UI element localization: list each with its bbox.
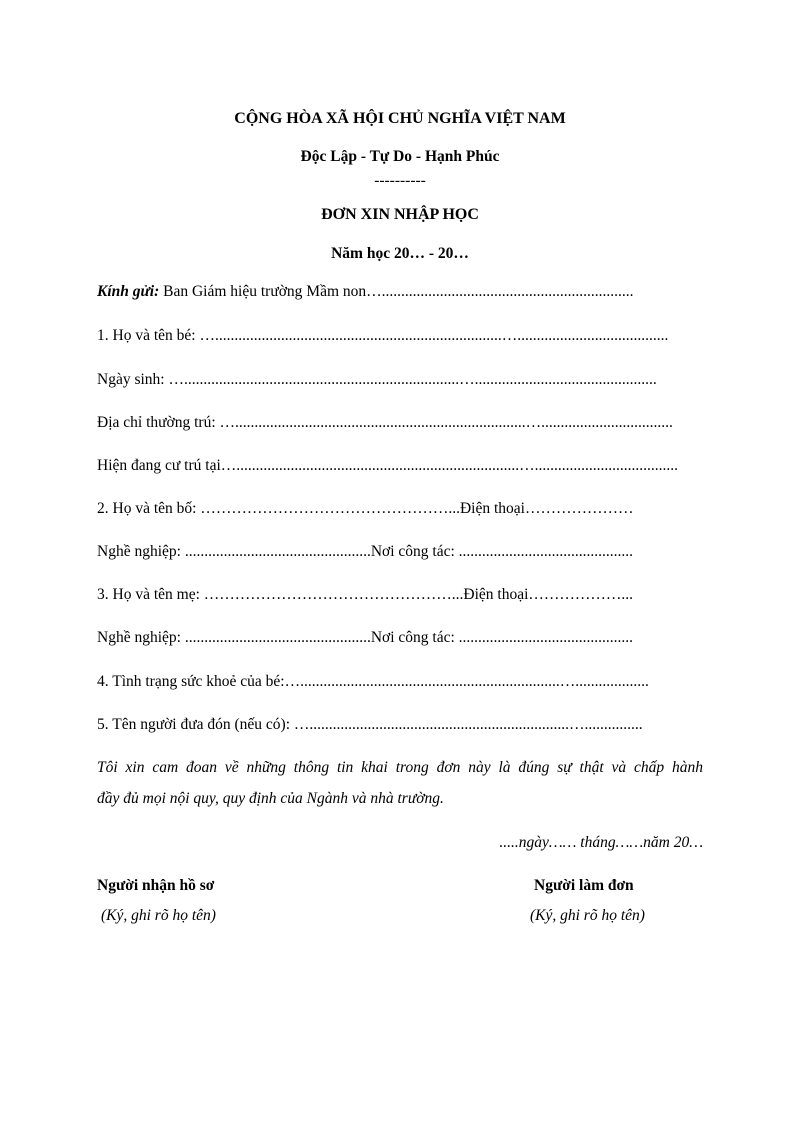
field-father-job-workplace[interactable]: Nghề nghiệp: ................................................Nơi công tác: .............................................: [97, 543, 634, 560]
applicant-note: (Ký, ghi rõ họ tên): [530, 907, 645, 924]
field-health-status[interactable]: 4. Tình trạng sức khoẻ của bé:…...................................................................…...................: [97, 673, 649, 690]
addressee-line: [97, 282, 703, 302]
field-birth-date[interactable]: Ngày sinh: ….......................................................................…...............................................: [97, 371, 657, 388]
field-current-residence[interactable]: Hiện đang cư trú tại….........................................................................….....................................: [97, 457, 679, 474]
applicant-title: Người làm đơn: [534, 877, 634, 894]
field-mother-name-phone[interactable]: 3. Họ và tên mẹ: …………………………………………...Điện thoại………………...: [97, 586, 633, 603]
national-title: CỘNG HÒA XÃ HỘI CHỦ NGHĨA VIỆT NAM: [234, 110, 566, 127]
national-motto: Độc Lập - Tự Do - Hạnh Phúc: [300, 148, 500, 165]
field-permanent-address[interactable]: Địa chỉ thường trú: …...........................................................................…..................................: [97, 414, 673, 431]
date-line: .....ngày…… tháng……năm 20…: [499, 834, 703, 851]
form-title: ĐƠN XIN NHẬP HỌC: [321, 206, 479, 223]
field-child-name[interactable]: 1. Họ và tên bé: …..........................................................................….......................................: [97, 327, 669, 344]
field-father-name-phone[interactable]: 2. Họ và tên bố: …………………………………………...Điện thoại…………………: [97, 500, 634, 517]
field-mother-job-workplace[interactable]: Nghề nghiệp: ................................................Nơi công tác: .............................................: [97, 629, 634, 646]
field-pickup-person[interactable]: 5. Tên người đưa đón (nếu có): …...................................................................…...............: [97, 716, 643, 733]
receiver-note: (Ký, ghi rõ họ tên): [101, 907, 216, 924]
addressee-label: Kính gửi:: [97, 283, 160, 300]
addressee-text: Ban Giám hiệu trường Mầm non….................................................................: [159, 283, 634, 300]
header-divider: ----------: [374, 172, 426, 189]
school-year: Năm học 20… - 20…: [331, 245, 469, 262]
receiver-title: Người nhận hồ sơ: [97, 877, 215, 894]
declaration-line-1: Tôi xin cam đoan về những thông tin khai trong đơn này là đúng sự thật và chấp hành: [97, 759, 703, 776]
declaration-line-2: đầy đủ mọi nội quy, quy định của Ngành và nhà trường.: [97, 790, 444, 807]
